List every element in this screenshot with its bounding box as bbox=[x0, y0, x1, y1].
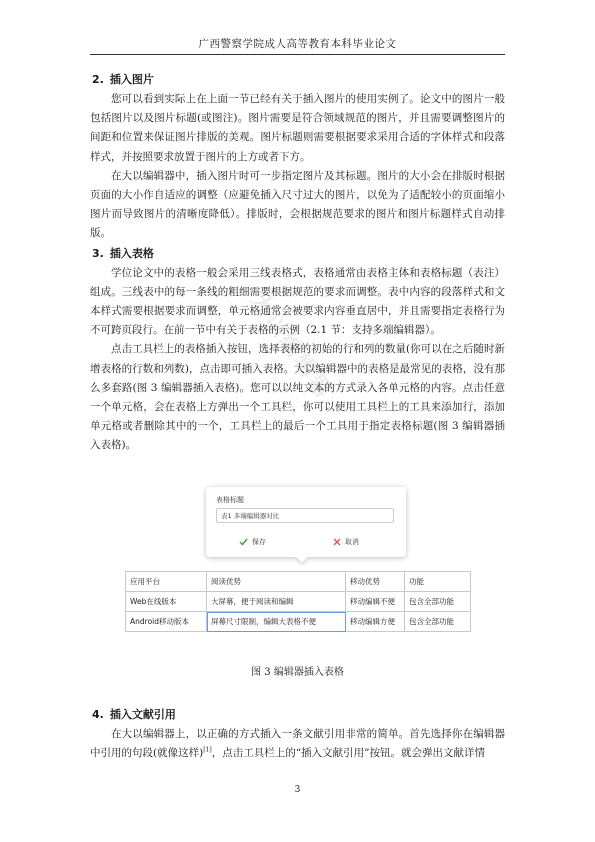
table-cell[interactable]: Web在线版本 bbox=[126, 592, 207, 612]
table-cell[interactable]: 移动编辑不便 bbox=[346, 592, 405, 612]
editor-table bbox=[125, 571, 471, 632]
table-cell[interactable]: 移动编辑方便 bbox=[346, 612, 405, 632]
table-row bbox=[126, 612, 471, 632]
body-text bbox=[90, 70, 505, 456]
header-rule bbox=[90, 54, 505, 55]
table-cell[interactable]: 移动优势 bbox=[346, 572, 405, 592]
table-cell[interactable]: 大屏幕，便于阅读和编辑 bbox=[207, 592, 346, 612]
table-cell[interactable]: 包含全部功能 bbox=[405, 592, 471, 612]
popup-pointer bbox=[296, 551, 307, 562]
citation-marker: [1] bbox=[203, 746, 212, 754]
cancel-label: 取消 bbox=[345, 538, 359, 546]
table-caption-popup bbox=[206, 487, 406, 557]
paragraph: 在大以编辑器上，以正确的方式插入一条文献引用非常的简单。首先选择你在编辑器中引用的句段(就像这样)[1]，点击工具栏上的“插入文献引用”按钮。就会弹出文献详情 bbox=[90, 728, 505, 760]
popup-title: 表格标题 bbox=[216, 496, 244, 504]
table-cell[interactable]: 阅读优势 bbox=[207, 572, 346, 592]
cancel-button[interactable] bbox=[333, 537, 359, 547]
table-row bbox=[126, 572, 471, 592]
paragraph: 学位论文中的表格一般会采用三线表格式，表格通常由表格主体和表格标题（表注）组成。三线表中的每一条线的粗细需要根据规范的要求而调整。表中内容的段落样式和文本样式需要根据要求而调整，单元格通常会被要求内容垂直居中，并且需要指定表格行为不可跨页段行。在前一节中有关于表格的示例（2.1 节：支持多端编辑器）。 bbox=[90, 266, 505, 337]
table-cell[interactable]: Android移动版本 bbox=[126, 612, 207, 632]
save-button[interactable] bbox=[239, 537, 266, 547]
paragraph: 您可以看到实际上在上面一节已经有关于插入图片的使用实例了。论文中的图片一般包括图片以及图片标题(或图注)。图片需要是符合领域规范的图片，并且需要调整图片的间距和位置来保证图片排版的美观。图片标题则需要根据要求采用合适的字体样式和段落样式，并按照要求放置于图片的上方或者下方。 bbox=[90, 93, 505, 163]
paragraph: 在大以编辑器中，插入图片时可一步指定图片及其标题。图片的大小会在排版时根据页面的大小作自适应的调整（应避免插入尺寸过大的图片，以免为了适配较小的页面缩小图片而导致图片的清晰度降低）。排版时，会根据规范要求的图片和图片标题样式自动排版。 bbox=[90, 169, 505, 240]
table-cell[interactable]: 包含全部功能 bbox=[405, 612, 471, 632]
section-heading-insert-table: 3. 插入表格 bbox=[92, 246, 154, 260]
table-cell-active[interactable]: 屏幕尺寸限制，编辑大表格不便 bbox=[207, 612, 346, 632]
section-heading-insert-image: 2. 插入图片 bbox=[92, 73, 154, 86]
save-label: 保存 bbox=[252, 538, 266, 546]
check-icon bbox=[239, 538, 248, 546]
table-cell[interactable]: 功能 bbox=[405, 572, 471, 592]
paragraph: 点击工具栏上的表格插入按钮，选择表格的初始的行和列的数量(你可以在之后随时新增表格的行数和列数)，点击即可插入表格。大以编辑器中的表格是最常见的表格，没有那么多套路(图 3 编辑器插入表格)。您可以以纯文本的方式录入各单元格的内容。点击任意一个单元格，会在表格上方弹出一个工具栏，你可以使用工具栏上的工具来添加行，添加单元格或者删除其中的一个，工具栏上的最后一个工具用于指定表格标题(图 3 编辑器插入表格)。 bbox=[90, 343, 505, 452]
page-number: 3 bbox=[294, 785, 301, 795]
table-cell[interactable]: 应用平台 bbox=[126, 572, 207, 592]
figure-caption: 图 3 编辑器插入表格 bbox=[251, 667, 344, 678]
table-row bbox=[126, 592, 471, 612]
caption-input[interactable]: 表1 多端编辑器对比 bbox=[216, 508, 394, 523]
body-text-cont bbox=[90, 705, 505, 763]
close-icon bbox=[333, 538, 341, 546]
watermark: 大以编辑器 bbox=[244, 288, 337, 406]
page-header: 广西警察学院成人高等教育本科毕业论文 bbox=[198, 38, 397, 50]
popup-actions bbox=[206, 537, 406, 551]
section-heading-insert-citation: 4. 插入文献引用 bbox=[92, 708, 176, 721]
figure-editor-table bbox=[125, 487, 491, 635]
